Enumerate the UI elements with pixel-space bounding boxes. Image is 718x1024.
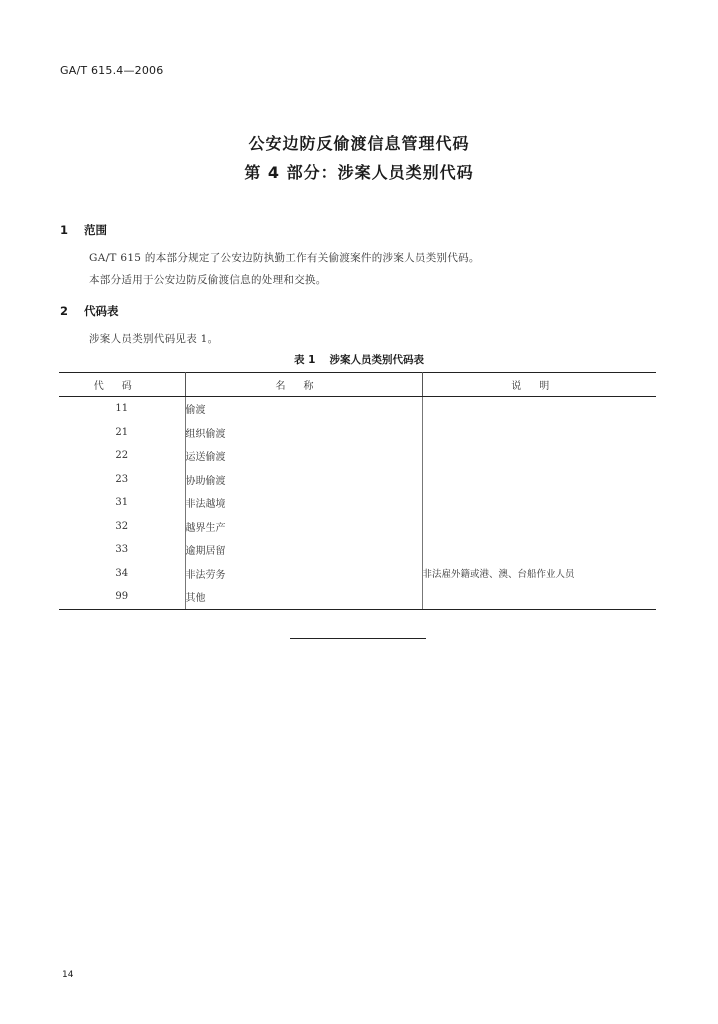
name-cell: 非法劳务 bbox=[185, 562, 422, 586]
name-cell: 协助偷渡 bbox=[185, 468, 422, 492]
table-row bbox=[59, 397, 656, 421]
code-cell: 23 bbox=[59, 468, 185, 492]
table-header-row bbox=[59, 373, 656, 397]
table-reference-paragraph: 涉案人员类别代码见表 1。 bbox=[89, 333, 219, 345]
table-caption-title: 涉案人员类别代码表 bbox=[329, 354, 424, 366]
note-cell bbox=[422, 444, 656, 468]
code-cell: 31 bbox=[59, 491, 185, 515]
note-cell bbox=[422, 538, 656, 562]
document-title: 公安边防反偷渡信息管理代码 bbox=[248, 134, 470, 153]
note-cell bbox=[422, 397, 656, 421]
scope-applicability-paragraph: 本部分适用于公安边防反偷渡信息的处理和交换。 bbox=[89, 274, 327, 286]
page-number: 14 bbox=[62, 970, 74, 980]
section-title: 代码表 bbox=[84, 304, 119, 318]
column-header-code: 代码 bbox=[59, 373, 185, 397]
note-cell bbox=[422, 421, 656, 445]
name-cell: 组织偷渡 bbox=[185, 421, 422, 445]
table-row bbox=[59, 585, 656, 609]
note-cell: 非法雇外籍或港、澳、台船作业人员 bbox=[422, 569, 575, 581]
section-number: 1 bbox=[60, 223, 69, 237]
name-cell: 偷渡 bbox=[185, 397, 422, 421]
document-header-code: GA/T 615.4—2006 bbox=[60, 64, 164, 77]
scope-paragraph: GA/T 615 的本部分规定了公安边防执勤工作有关偷渡案件的涉案人员类别代码。 bbox=[89, 252, 480, 264]
code-cell: 22 bbox=[59, 444, 185, 468]
code-cell: 33 bbox=[59, 538, 185, 562]
document-subtitle: 第 4 部分：涉案人员类别代码 bbox=[244, 163, 474, 182]
section-title: 范围 bbox=[84, 223, 108, 237]
table-row bbox=[59, 444, 656, 468]
note-cell bbox=[422, 468, 656, 492]
name-cell: 非法越境 bbox=[185, 491, 422, 515]
section-heading-scope bbox=[60, 222, 107, 238]
note-cell bbox=[422, 585, 656, 609]
code-cell: 99 bbox=[59, 585, 185, 609]
column-header-note: 说明 bbox=[422, 373, 656, 397]
section-heading-code-table bbox=[60, 303, 119, 319]
name-cell: 越界生产 bbox=[185, 515, 422, 539]
code-table bbox=[59, 372, 656, 610]
name-cell: 逾期居留 bbox=[185, 538, 422, 562]
table-row bbox=[59, 468, 656, 492]
name-cell: 运送偷渡 bbox=[185, 444, 422, 468]
note-cell bbox=[422, 491, 656, 515]
table-row bbox=[59, 491, 656, 515]
code-cell: 21 bbox=[59, 421, 185, 445]
note-cell bbox=[422, 515, 656, 539]
code-cell: 32 bbox=[59, 515, 185, 539]
table-row bbox=[59, 562, 656, 586]
table-row bbox=[59, 515, 656, 539]
table-caption bbox=[0, 352, 718, 367]
section-number: 2 bbox=[60, 304, 69, 318]
column-header-name: 名称 bbox=[185, 373, 422, 397]
end-of-standard-rule bbox=[290, 638, 426, 639]
table-caption-number: 表 1 bbox=[294, 354, 316, 366]
name-cell: 其他 bbox=[185, 585, 422, 609]
table-row bbox=[59, 421, 656, 445]
table-row bbox=[59, 538, 656, 562]
code-cell: 34 bbox=[59, 562, 185, 586]
code-cell: 11 bbox=[59, 397, 185, 421]
